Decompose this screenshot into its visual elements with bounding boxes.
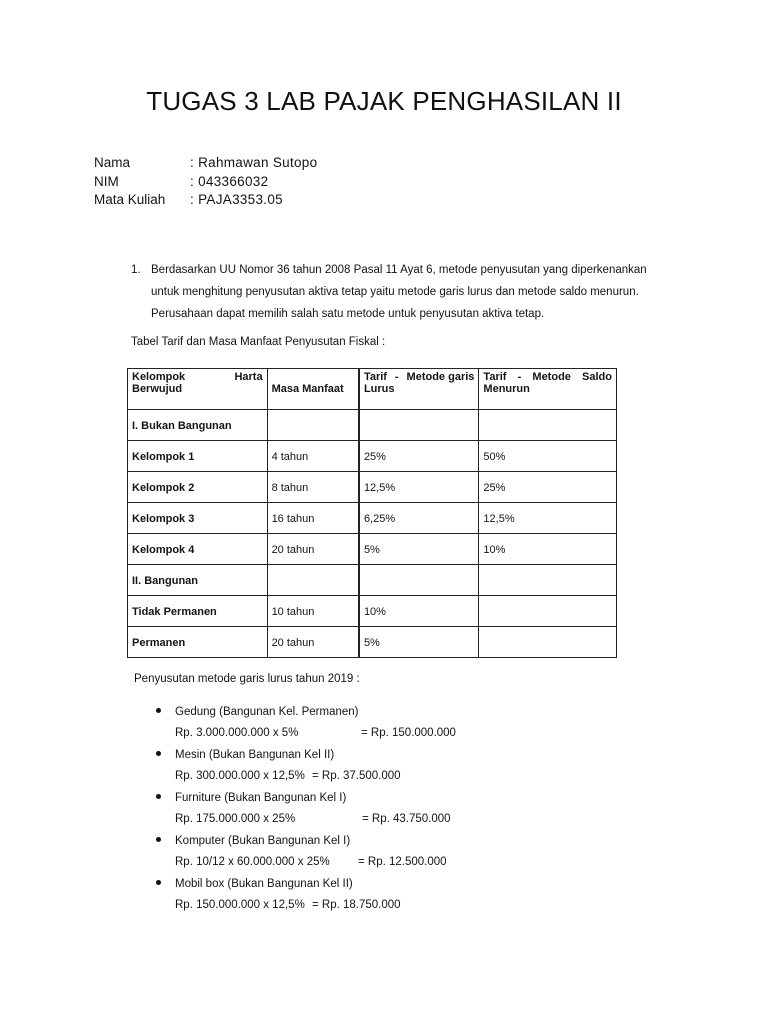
cell-garis-lurus [359,472,479,503]
cell-text: 10% [363,606,386,618]
cell-group [128,472,268,503]
cell-text: 20 tahun [271,544,315,556]
cell-saldo-menurun [479,441,617,472]
cell-saldo-menurun [479,627,617,658]
cell-garis-lurus [359,627,479,658]
item-label: Komputer (Bukan Bangunan Kel I) [175,835,351,847]
depreciation-table [127,368,617,658]
name-row [94,154,317,173]
cell-group [128,534,268,565]
table-row [128,441,617,472]
cell-text: 50% [483,451,506,463]
course-value: : PAJA3353.05 [190,192,283,207]
cell-text: II. Bangunan [132,575,198,587]
item-expression: Rp. 10/12 x 60.000.000 x 25% [175,856,330,868]
calculation-list [156,705,456,920]
item-label: Mobil box (Bukan Bangunan Kel II) [175,878,353,890]
section-title: Penyusutan metode garis lurus tahun 2019 : [134,673,360,685]
cell-text: 20 tahun [271,637,315,649]
table-row [128,472,617,503]
item-label: Mesin (Bukan Bangunan Kel II) [175,749,335,761]
question-line: untuk menghitung penyusutan aktiva tetap yaitu metode garis lurus dan metode saldo menurun. [151,286,639,298]
cell-garis-lurus [359,596,479,627]
cell-saldo-menurun [479,534,617,565]
cell-text: 6,25% [363,513,396,525]
cell-text [483,598,612,606]
item-result: = Rp. 43.750.000 [362,813,451,825]
cell-group [128,441,268,472]
header-text: - [394,371,399,383]
cell-text [364,567,474,575]
header-text: Metode [532,371,571,383]
course-label: Mata Kuliah [94,192,166,207]
cell-masa [267,410,359,441]
header-text: Lurus [363,383,395,395]
cell-group [128,596,268,627]
cell-group [128,503,268,534]
cell-garis-lurus [359,503,479,534]
document-title: TUGAS 3 LAB PAJAK PENGHASILAN II [146,86,622,116]
cell-masa [267,534,359,565]
bullet-icon [156,708,161,713]
header-text: Saldo [582,371,612,383]
cell-text [483,567,612,575]
student-info [94,154,317,210]
table-row [128,565,617,596]
cell-masa [267,565,359,596]
cell-text: 12,5% [363,482,396,494]
header-text: - [517,371,522,383]
table-caption: Tabel Tarif dan Masa Manfaat Penyusutan Fiskal : [131,336,386,348]
cell-masa [267,503,359,534]
name-value: : Rahmawan Sutopo [190,155,318,170]
header-asset-group [128,369,268,410]
bullet-icon [156,880,161,885]
item-calculation [156,898,456,920]
cell-text [272,567,354,575]
cell-group [128,410,268,441]
item-result: = Rp. 37.500.000 [312,770,401,782]
cell-text [483,412,612,420]
cell-text: 5% [363,544,380,556]
list-item [156,791,456,834]
cell-text: 25% [483,482,506,494]
item-calculation [156,726,456,748]
item-result: = Rp. 150.000.000 [361,727,456,739]
cell-text: 5% [363,637,380,649]
header-text: Kelompok [132,371,186,383]
header-text: Metode garis [406,371,475,383]
cell-text: I. Bukan Bangunan [132,420,232,432]
item-calculation [156,769,456,791]
cell-masa [267,472,359,503]
header-declining-balance [479,369,617,410]
header-text: Tarif [363,371,387,383]
table-row [128,627,617,658]
cell-group [128,627,268,658]
cell-text: 12,5% [483,513,515,525]
cell-saldo-menurun [479,596,617,627]
item-expression: Rp. 150.000.000 x 12,5% [175,899,305,911]
cell-text [364,412,474,420]
header-useful-life: Masa Manfaat [267,369,359,410]
cell-text: 4 tahun [271,451,309,463]
bullet-icon [156,751,161,756]
nim-row [94,173,317,192]
item-result: = Rp. 18.750.000 [312,899,401,911]
cell-text [272,412,354,420]
bullet-icon [156,837,161,842]
bullet-icon [156,794,161,799]
list-item [156,705,456,748]
cell-masa [267,441,359,472]
cell-text: Kelompok 4 [132,544,195,556]
nim-label: NIM [94,173,119,189]
list-item [156,877,456,920]
cell-garis-lurus [359,565,479,596]
item-calculation [156,812,456,834]
cell-text: Kelompok 2 [132,482,195,494]
cell-text: Permanen [132,637,186,649]
cell-saldo-menurun [479,503,617,534]
header-text: Tarif [483,371,507,383]
item-label: Gedung (Bangunan Kel. Permanen) [175,706,359,718]
course-row [94,191,317,210]
table-row [128,410,617,441]
cell-text: Tidak Permanen [132,606,217,618]
cell-saldo-menurun [479,565,617,596]
cell-text: 16 tahun [271,513,315,525]
cell-garis-lurus [359,534,479,565]
item-calculation [156,855,456,877]
header-straight-line [359,369,479,410]
cell-text [483,629,612,637]
table-row [128,596,617,627]
cell-garis-lurus [359,441,479,472]
table-row [128,503,617,534]
header-text: Menurun [483,383,530,395]
item-expression: Rp. 300.000.000 x 12,5% [175,770,305,782]
question-line: Berdasarkan UU Nomor 36 tahun 2008 Pasal 11 Ayat 6, metode penyusutan yang diperkenankan [151,264,647,276]
item-expression: Rp. 3.000.000.000 x 5% [175,727,299,739]
header-text: Berwujud [132,383,183,395]
header-text: Harta [234,371,263,383]
cell-text: Kelompok 1 [132,451,195,463]
list-item [156,748,456,791]
cell-text: Kelompok 3 [132,513,195,525]
name-label: Nama [94,155,131,170]
cell-garis-lurus [359,410,479,441]
question-line: Perusahaan dapat memilih salah satu metode untuk penyusutan aktiva tetap. [151,308,545,320]
cell-text: 10% [483,544,506,556]
table-row [128,534,617,565]
cell-group [128,565,268,596]
nim-value: : 043366032 [190,173,269,189]
cell-saldo-menurun [479,410,617,441]
item-expression: Rp. 175.000.000 x 25% [175,813,296,825]
item-label: Furniture (Bukan Bangunan Kel I) [175,792,347,804]
cell-masa [267,627,359,658]
table-header-row [128,369,617,410]
list-item [156,834,456,877]
cell-saldo-menurun [479,472,617,503]
cell-masa [267,596,359,627]
question-paragraph [131,259,651,325]
cell-text: 25% [363,451,386,463]
item-result: = Rp. 12.500.000 [358,856,447,868]
question-number: 1. [131,264,141,276]
cell-text: 8 tahun [271,482,309,494]
cell-text: 10 tahun [271,606,315,618]
